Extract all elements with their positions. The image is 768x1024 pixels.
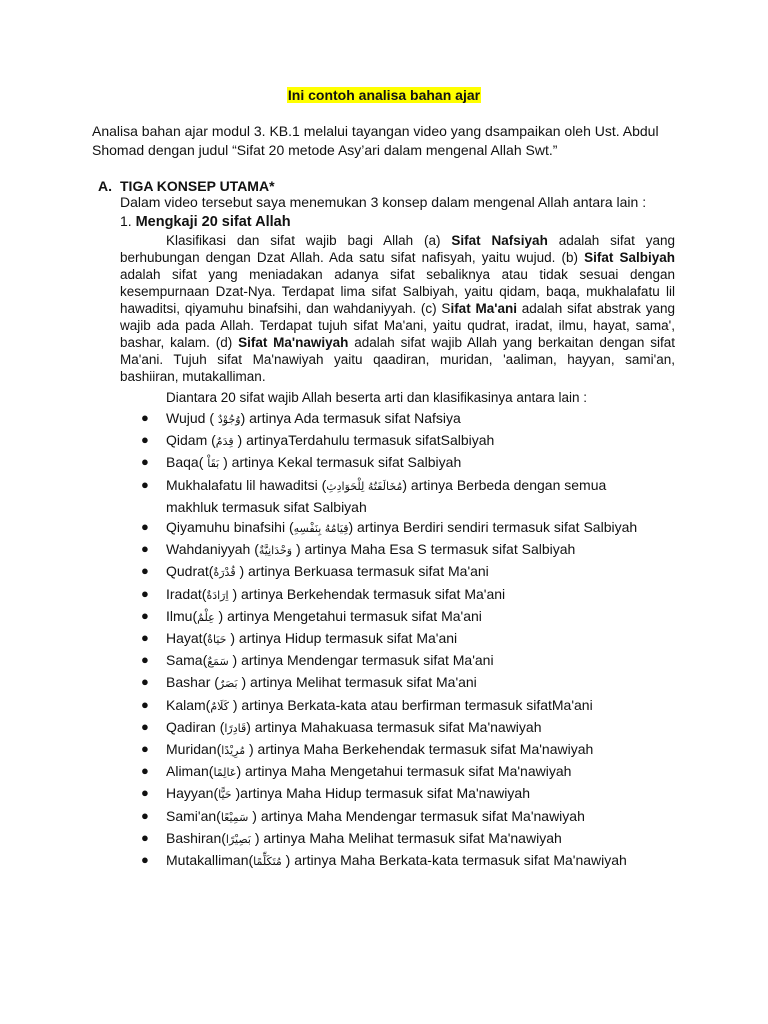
subsection-number: 1.: [120, 213, 132, 229]
bullet-icon: ●: [141, 585, 149, 601]
para-bold-salbiyah: Sifat Salbiyah: [584, 250, 675, 265]
list-item: [140, 517, 660, 539]
bullet-icon: ●: [141, 718, 149, 734]
item-meaning: ) artinya Berbeda dengan semua makhluk termasuk sifat Salbiyah: [166, 476, 607, 515]
item-arabic: سَمَعٌ: [207, 655, 229, 669]
item-arabic: مُرِيْدًا: [221, 744, 246, 758]
item-name: Baqa(: [166, 454, 208, 471]
item-arabic: حَيَاةٌ: [207, 633, 227, 647]
bullet-icon: ●: [141, 807, 149, 823]
para-text-5: adalah sifat wajib Allah yang berkaitan dengan sifat Ma'ani. Tujuh sifat Ma'nawiyah yaitu qaadiran, muridan, 'aaliman, hayyan, sami'an, bashiiran, mutakalliman.: [120, 335, 675, 384]
list-item: [140, 783, 660, 805]
item-meaning: ) artinya Berkata-kata atau berfirman termasuk sifatMa'ani: [228, 696, 593, 713]
item-arabic: بَقَاْ: [207, 457, 220, 471]
bullet-icon: ●: [141, 519, 149, 535]
bullet-icon: ●: [141, 652, 149, 668]
item-name: Mukhalafatu lil hawaditsi (: [166, 476, 327, 493]
bullet-icon: ●: [141, 674, 149, 690]
item-name: Qiyamuhu binafsihi (: [166, 519, 294, 536]
subsection-title: Mengkaji 20 sifat Allah: [135, 214, 291, 230]
item-name: Wahdaniyyah (: [166, 541, 259, 558]
bullet-icon: ●: [141, 563, 149, 579]
bullet-icon: ●: [141, 432, 149, 448]
item-name: Hayyan(: [166, 785, 219, 802]
list-item: [140, 850, 660, 872]
item-meaning: ) artinya Maha Melihat termasuk sifat Ma'nawiyah: [250, 829, 562, 846]
section-letter: A.: [98, 178, 112, 194]
para-text-2: adalah sifat yang berhubungan dengan Dzat Allah. Ada satu sifat nafisyah, yaitu wujud. (b): [120, 233, 676, 265]
list-item: [140, 672, 660, 694]
item-meaning: ) artinya Mahakuasa termasuk sifat Ma'nawiyah: [246, 718, 542, 735]
item-arabic: بَصِيْرًا: [225, 832, 251, 846]
list-item: [140, 475, 660, 517]
classification-paragraph: [120, 232, 675, 385]
item-name: Sami'an(: [166, 807, 221, 824]
item-meaning: ) artinya Berkehendak termasuk sifat Ma'ani: [228, 585, 506, 602]
para-text-3: adalah sifat yang meniadakan adanya sifat sebaliknya atau tidak sesuai dengan kesempurnaan Dzat-Nya. Terdapat lima sifat Salbiyah, yaitu qidam, baqa, mukhalafatu lil hawaditsi, qiyamuhu binafsihi, dan wahdaniyyah. (c) S: [120, 267, 675, 316]
bullet-icon: ●: [141, 785, 149, 801]
item-meaning: ) artinya Maha Berkehendak termasuk sifat Ma'nawiyah: [245, 741, 594, 758]
bullet-icon: ●: [141, 829, 149, 845]
bullet-icon: ●: [141, 741, 149, 757]
item-name: Qudrat(: [166, 563, 214, 580]
list-item: [140, 695, 660, 717]
bullet-icon: ●: [141, 476, 149, 492]
list-item: [140, 717, 660, 739]
bullet-icon: ●: [141, 607, 149, 623]
item-name: Mutakalliman(: [166, 852, 254, 869]
intro-paragraph: Analisa bahan ajar modul 3. KB.1 melalui tayangan video yang dsampaikan oleh Ust. Abdul Shomad dengan judul “Sifat 20 metode Asy’ari dalam mengenal Allah Swt.”: [92, 123, 659, 158]
item-name: Qadiran (: [166, 718, 225, 735]
item-name: Aliman(: [166, 763, 214, 780]
item-name: Sama(: [166, 652, 208, 669]
para-bold-manawiyah: Sifat Ma'nawiyah: [238, 335, 349, 350]
item-arabic: قِدَمٌ: [215, 435, 234, 449]
list-item: [140, 584, 660, 606]
section-title: TIGA KONSEP UTAMA*: [120, 178, 275, 194]
item-meaning: ) artinya Maha Mengetahui termasuk sifat Ma'nawiyah: [236, 763, 572, 780]
item-arabic: اِرَادَةٌ: [206, 588, 229, 602]
item-name: Wujud (: [166, 410, 218, 426]
item-name: Kalam(: [166, 696, 211, 713]
item-meaning: ) artinya Ada termasuk sifat Nafsiya: [240, 410, 461, 426]
list-item: [140, 606, 660, 628]
item-meaning: ) artinya Melihat termasuk sifat Ma'ani: [237, 674, 477, 691]
item-meaning: ) artinya Hidup termasuk sifat Ma'ani: [226, 630, 458, 647]
item-meaning: )artinya Maha Hidup termasuk sifat Ma'nawiyah: [231, 785, 530, 802]
item-arabic: بَصَرٌ: [218, 677, 238, 691]
item-arabic: مُخَالَفَتُهُ لِلْحَوَادِثِ: [326, 479, 403, 493]
list-item: [140, 452, 660, 474]
item-arabic: عَالِمًا: [213, 766, 237, 780]
list-item: [140, 828, 660, 850]
item-arabic: كَلَامٌ: [210, 699, 229, 713]
bullet-icon: ●: [141, 541, 149, 557]
item-arabic: حَيًّا: [218, 788, 232, 802]
item-name: Muridan(: [166, 741, 222, 758]
page-title: [0, 86, 768, 104]
list-item: [140, 539, 660, 561]
item-meaning: ) artinya Kekal termasuk sifat Salbiyah: [219, 454, 462, 471]
item-meaning: ) artinya Berdiri sendiri termasuk sifat Salbiyah: [348, 519, 638, 536]
para-bold-maani: ifat Ma'ani: [450, 301, 517, 316]
item-name: Ilmu(: [166, 607, 198, 624]
item-arabic: وَحْدَانِيَّةٌ: [258, 544, 293, 558]
item-arabic: وُجُوْدٌ: [217, 413, 241, 426]
item-arabic: سَمِيْعًا: [220, 810, 249, 824]
bullet-icon: ●: [141, 763, 149, 779]
item-meaning: ) artinya Maha Esa S termasuk sifat Salbiyah: [292, 541, 576, 558]
item-arabic: قَادِرًا: [224, 721, 247, 735]
list-item: [140, 628, 660, 650]
item-meaning: ) artinya Mengetahui termasuk sifat Ma'ani: [214, 607, 482, 624]
item-name: Hayat(: [166, 630, 208, 647]
item-arabic: قُدْرَةٌ: [213, 566, 236, 580]
list-intro: Diantara 20 sifat wajib Allah beserta arti dan klasifikasinya antara lain :: [166, 390, 587, 405]
item-meaning: ) artinya Mendengar termasuk sifat Ma'ani: [228, 652, 494, 669]
item-arabic: عِلْمٌ: [197, 610, 215, 624]
list-item: [140, 561, 660, 583]
subsection-heading: [120, 211, 291, 232]
list-item: [140, 430, 660, 452]
item-arabic: قِيَامُهُ بِنَفْسِهِ: [293, 522, 349, 536]
item-meaning: ) artinya Berkuasa termasuk sifat Ma'ani: [235, 563, 489, 580]
bullet-icon: ●: [141, 852, 149, 868]
item-name: Iradat(: [166, 585, 207, 602]
sifat-list: [140, 408, 660, 872]
list-item: [140, 761, 660, 783]
bullet-icon: ●: [141, 630, 149, 646]
item-meaning: ) artinya Maha Mendengar termasuk sifat Ma'nawiyah: [248, 807, 585, 824]
bullet-icon: ●: [141, 454, 149, 470]
para-text-4: adalah sifat abstrak yang wajib ada pada Allah. Terdapat tujuh sifat Ma'ani, yaitu qudrat, iradat, ilmu, hayat, sama', bashar, kalam. (d): [120, 301, 675, 350]
item-name: Bashar (: [166, 674, 219, 691]
item-name: Qidam (: [166, 432, 216, 449]
list-item: [140, 650, 660, 672]
bullet-icon: ●: [141, 696, 149, 712]
item-arabic: مُتَكَلِّمًا: [253, 855, 282, 869]
list-item: [140, 739, 660, 761]
list-item: [140, 408, 660, 430]
para-text-1: Klasifikasi dan sifat wajib bagi Allah (a): [166, 233, 441, 248]
title-highlight: Ini contoh analisa bahan ajar: [287, 87, 481, 103]
item-name: Bashiran(: [166, 829, 226, 846]
section-intro: Dalam video tersebut saya menemukan 3 konsep dalam mengenal Allah antara lain :: [120, 194, 647, 210]
item-meaning: ) artinyaTerdahulu termasuk sifatSalbiyah: [233, 432, 495, 449]
list-item: [140, 806, 660, 828]
bullet-icon: ●: [141, 410, 149, 425]
para-bold-nafsiyah: Sifat Nafsiyah: [451, 233, 548, 248]
item-meaning: ) artinya Maha Berkata-kata termasuk sifat Ma'nawiyah: [281, 852, 627, 869]
